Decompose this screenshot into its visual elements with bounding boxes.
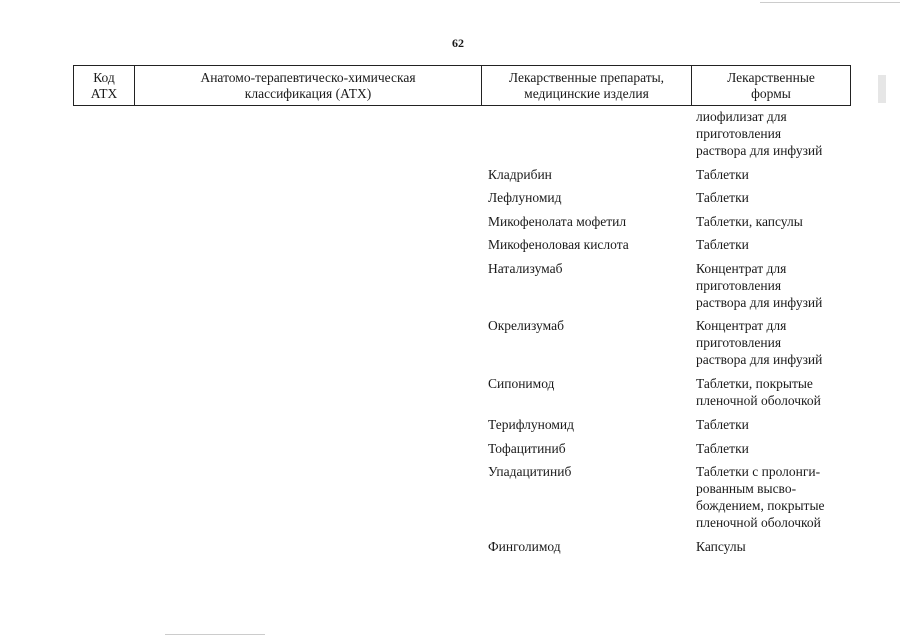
page-number: 62	[452, 36, 464, 50]
scan-artifact	[165, 634, 265, 635]
dosage-form: Концентрат для приготовления раствора для инфузий	[696, 261, 823, 310]
dosage-form: Таблетки	[696, 237, 749, 252]
scan-artifact	[878, 75, 886, 103]
scan-artifact	[760, 2, 900, 3]
drug-name: Тофацитиниб	[488, 441, 566, 456]
dosage-form: Таблетки	[696, 441, 749, 456]
drug-name: Финголимод	[488, 539, 561, 554]
header-atc-classification: Анатомо-терапевтическо-химическая классификация (АТХ)	[135, 66, 482, 105]
dosage-form: Таблетки	[696, 190, 749, 205]
dosage-form: Таблетки, покрытые пленочной оболочкой	[696, 376, 821, 408]
drug-name: Кладрибин	[488, 167, 552, 182]
table-header	[73, 65, 851, 106]
drug-name: Упадацитиниб	[488, 464, 572, 479]
continuation-dosage-form: лиофилизат для приготовления раствора для инфузий	[696, 109, 823, 158]
header-drugs-devices: Лекарственные препараты, медицинские изделия	[482, 66, 692, 105]
dosage-form: Таблетки	[696, 417, 749, 432]
dosage-form: Концентрат для приготовления раствора для инфузий	[696, 318, 823, 367]
dosage-form: Капсулы	[696, 539, 746, 554]
drug-name: Натализумаб	[488, 261, 563, 276]
drug-name: Микофенолата мофетил	[488, 214, 627, 229]
header-atc-code: Код АТХ	[74, 66, 135, 105]
dosage-form: Таблетки	[696, 167, 749, 182]
dosage-form: Таблетки с пролонги- рованным высво- бождением, покрытые пленочной оболочкой	[696, 464, 825, 530]
drug-name: Микофеноловая кислота	[488, 237, 629, 252]
drug-name: Терифлуномид	[488, 417, 574, 432]
drug-name: Окрелизумаб	[488, 318, 564, 333]
drug-name: Сипонимод	[488, 376, 555, 391]
header-dosage-forms: Лекарственные формы	[727, 69, 815, 101]
dosage-form: Таблетки, капсулы	[696, 214, 803, 229]
drug-name: Лефлуномид	[488, 190, 562, 205]
